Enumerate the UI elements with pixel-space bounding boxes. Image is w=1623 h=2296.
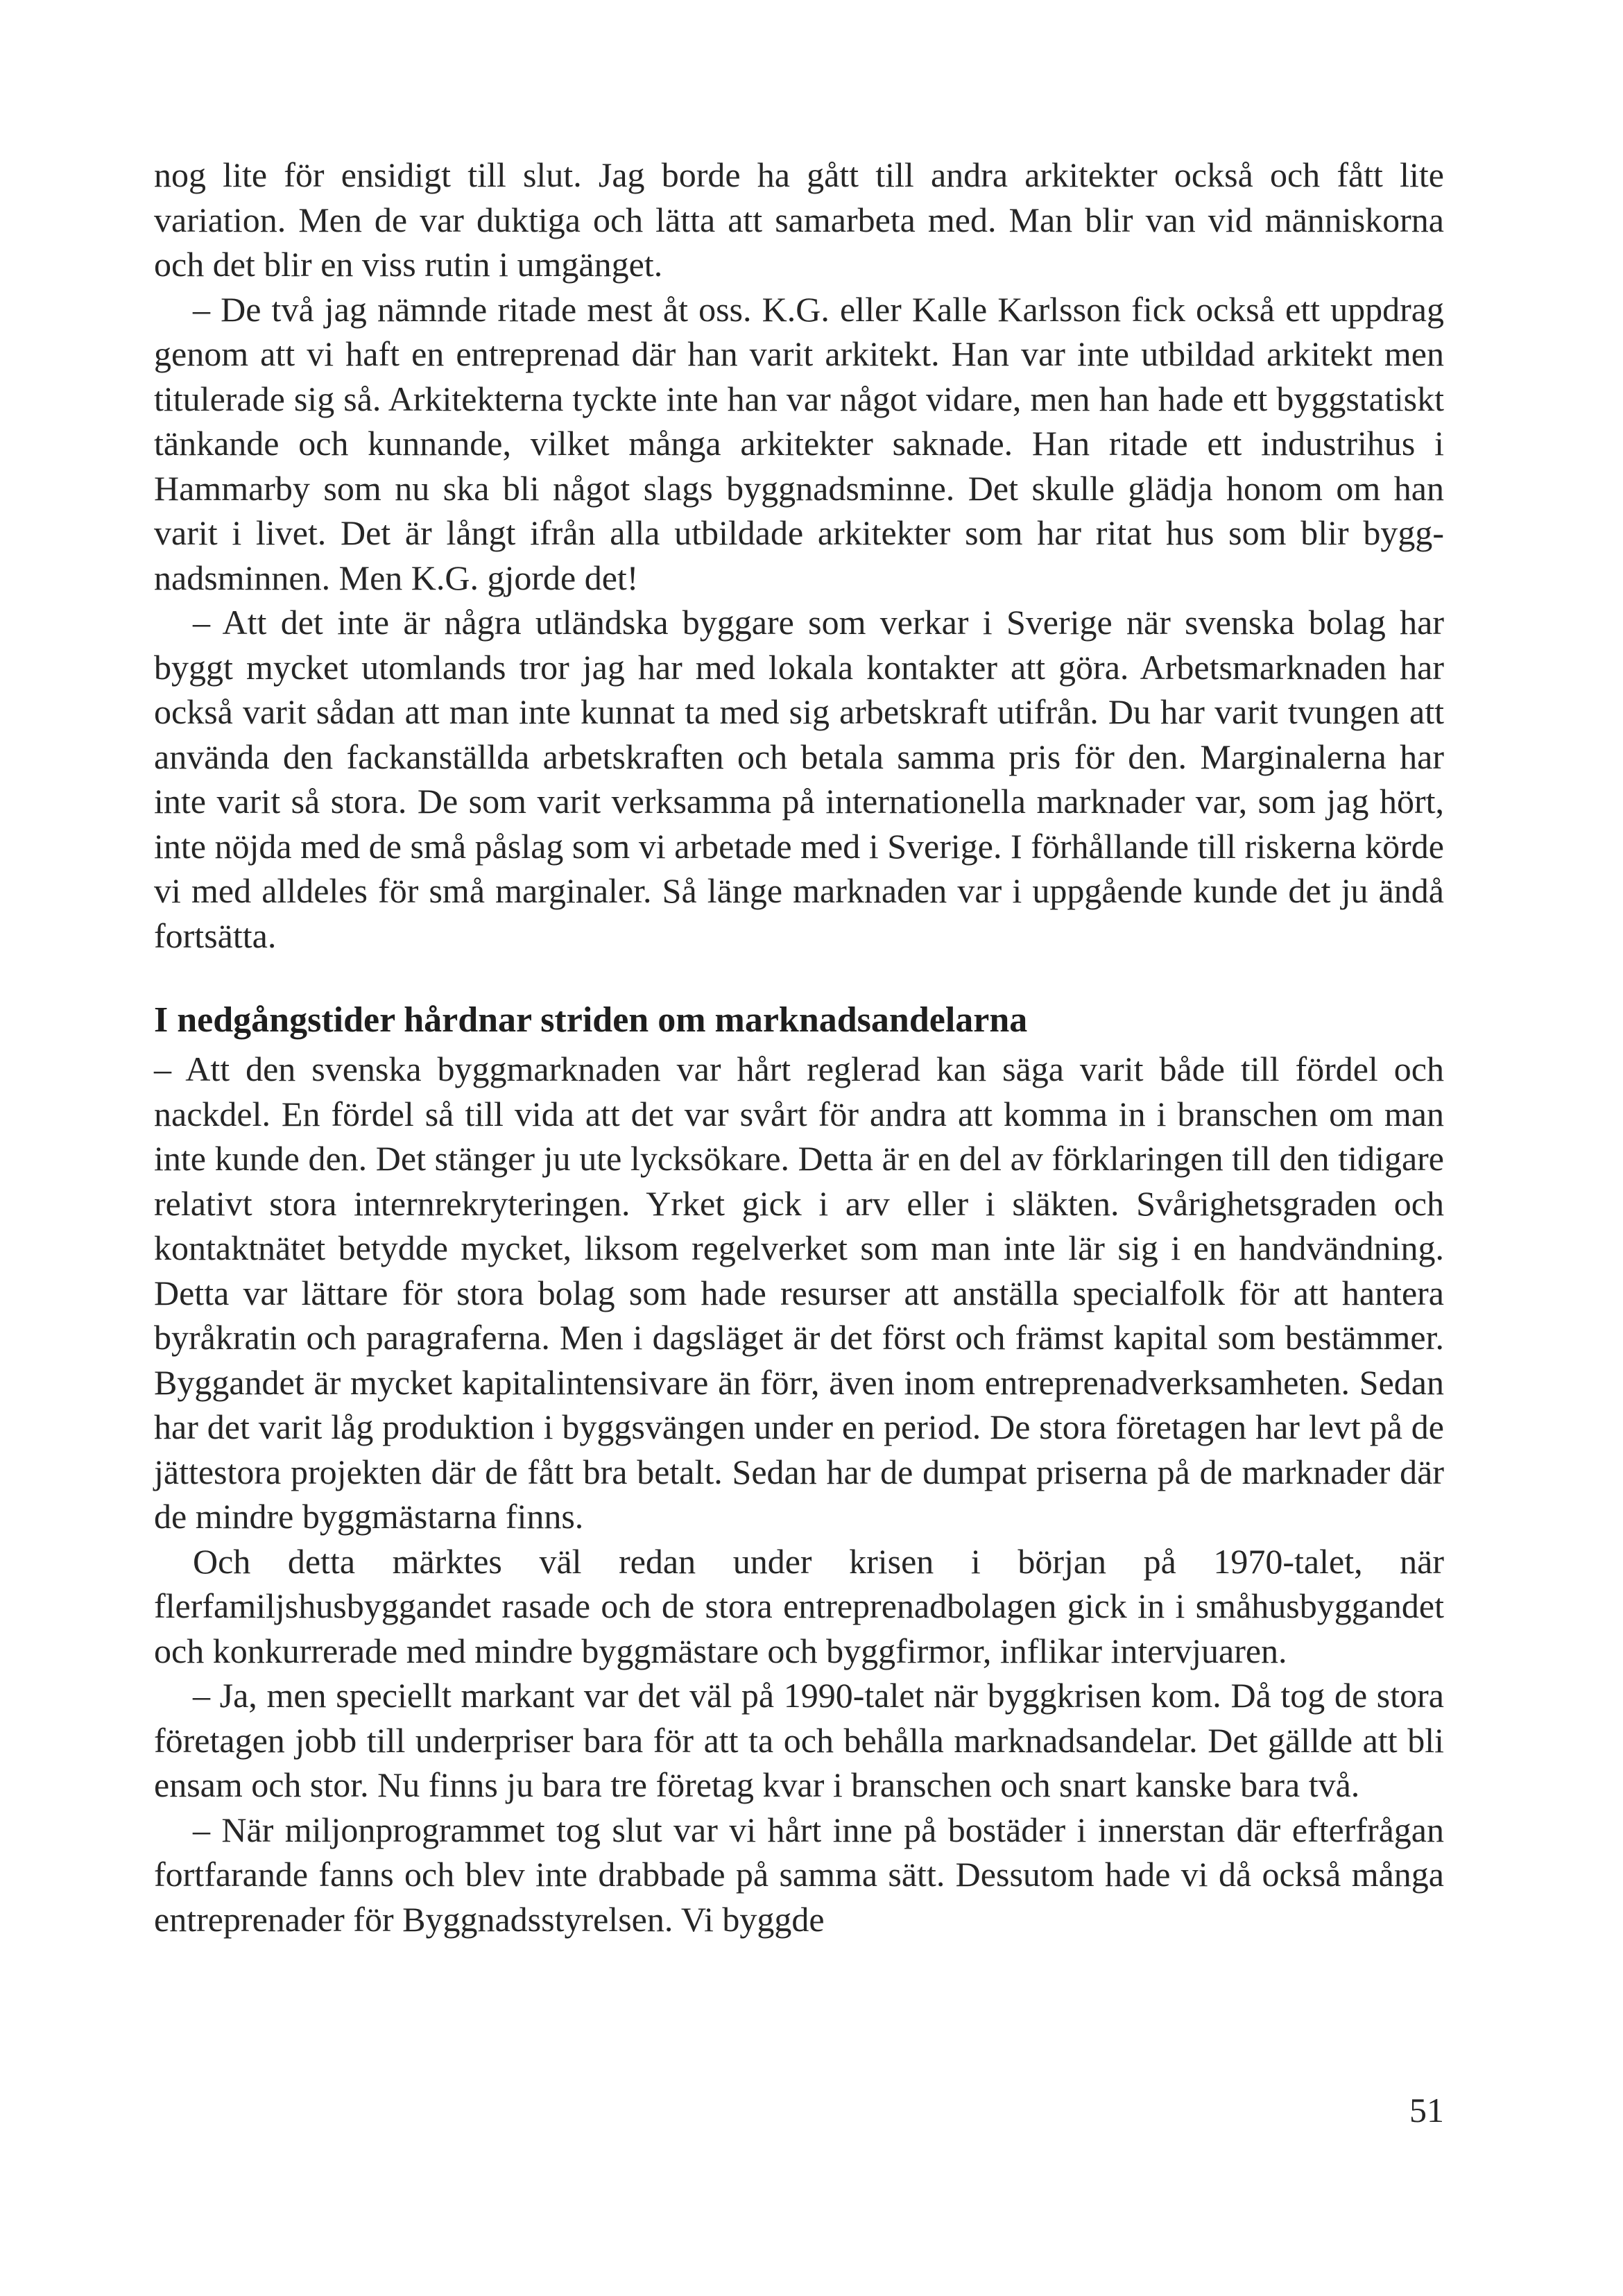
- paragraph-4: – Att den svenska byggmarknaden var hårt reglerad kan säga varit både till fördel och nackdel. En fördel så till vida att det var svårt för andra att komma in i branschen om man inte kunde den. Det stänger ju ute lycksökare. Detta är en del av förklaringen till den tidigare relativt stora internrekryteringen. Yrket gick i arv eller i släkten. Svårighetsgraden och kontaktnätet betydde mycket, liksom regelverket som man inte lär sig i en handvändning. Detta var lättare för stora bolag som hade resurser att anställa specialfolk för att hantera byråkratin och paragraferna. Men i dagsläget är det först och främst kapital som bestämmer. Byggandet är mycket kapitalintensivare än förr, även inom entreprenadverksamheten. Sedan har det varit låg produktion i byggsvängen under en period. De stora företagen har levt på de jättestora projekten där de fått bra betalt. Sedan har de dumpat priserna på de marknader där de mindre byggmästarna finns.: [154, 1050, 1444, 1536]
- page-body: [154, 153, 1444, 1942]
- paragraph-1: nog lite för ensidigt till slut. Jag borde ha gått till andra arkitekter också och fått lite variation. Men de var duktiga och lätta att samarbeta med. Man blir van vid människorna och det blir en viss rutin i umgänget.: [154, 155, 1444, 284]
- page-number: 51: [1409, 2091, 1444, 2130]
- paragraph-6: – Ja, men speciellt markant var det väl på 1990-talet när byggkrisen kom. Då tog de stora företagen jobb till underpriser bara för att ta och behålla marknadsandelar. Det gällde att bli ensam och stor. Nu finns ju bara tre företag kvar i branschen och snart kanske bara två.: [154, 1676, 1444, 1804]
- paragraph-2: – De två jag nämnde ritade mest åt oss. K.G. eller Kalle Karlsson fick också ett uppdrag genom att vi haft en entreprenad där han varit arkitekt. Han var inte utbildad arkitekt men titulerade sig så. Arkitekterna tyckte inte han var något vidare, men han hade ett byggstatiskt tänkande och kunnande, vilket många arkitekter saknade. Han ritade ett industrihus i Hammarby som nu ska bli något slags byggnadsminne. Det skulle glädja honom om han varit i livet. Det är långt ifrån alla utbildade arkitekter som har ritat hus som blir byggnadsminnen. Men K.G. gjorde det!: [154, 289, 1444, 597]
- paragraph-3: – Att det inte är några utländska byggare som verkar i Sverige när svenska bolag har byggt mycket utomlands tror jag har med lokala kontakter att göra. Arbetsmarknaden har också varit sådan att man inte kunnat ta med sig arbetskraft utifrån. Du har varit tvungen att använda den fackanställda arbetskraften och betala samma pris för den. Marginalerna har inte varit så stora. De som varit verksamma på internationella marknader var, som jag hört, inte nöjda med de små påslag som vi arbetade med i Sverige. I förhållande till riskerna körde vi med alldeles för små marginaler. Så länge marknaden var i uppgående kunde det ju ändå fortsätta.: [154, 603, 1444, 955]
- section-heading: I nedgångstider hårdnar striden om marknadsandelarna: [154, 1000, 1028, 1040]
- paragraph-5: Och detta märktes väl redan under krisen i början på 1970-talet, när flerfamiljshusbyggandet rasade och de stora entreprenadbolagen gick in i småhusbyggandet och konkurrerade med mindre byggmästare och byggfirmor, inflikar intervjuaren.: [154, 1541, 1444, 1670]
- paragraph-7: – När miljonprogrammet tog slut var vi hårt inne på bostäder i innerstan där efterfrågan fortfarande fanns och blev inte drabbade på samma sätt. Dessutom hade vi då också många entreprenader för Byggnadsstyrelsen. Vi byggde: [154, 1810, 1444, 1939]
